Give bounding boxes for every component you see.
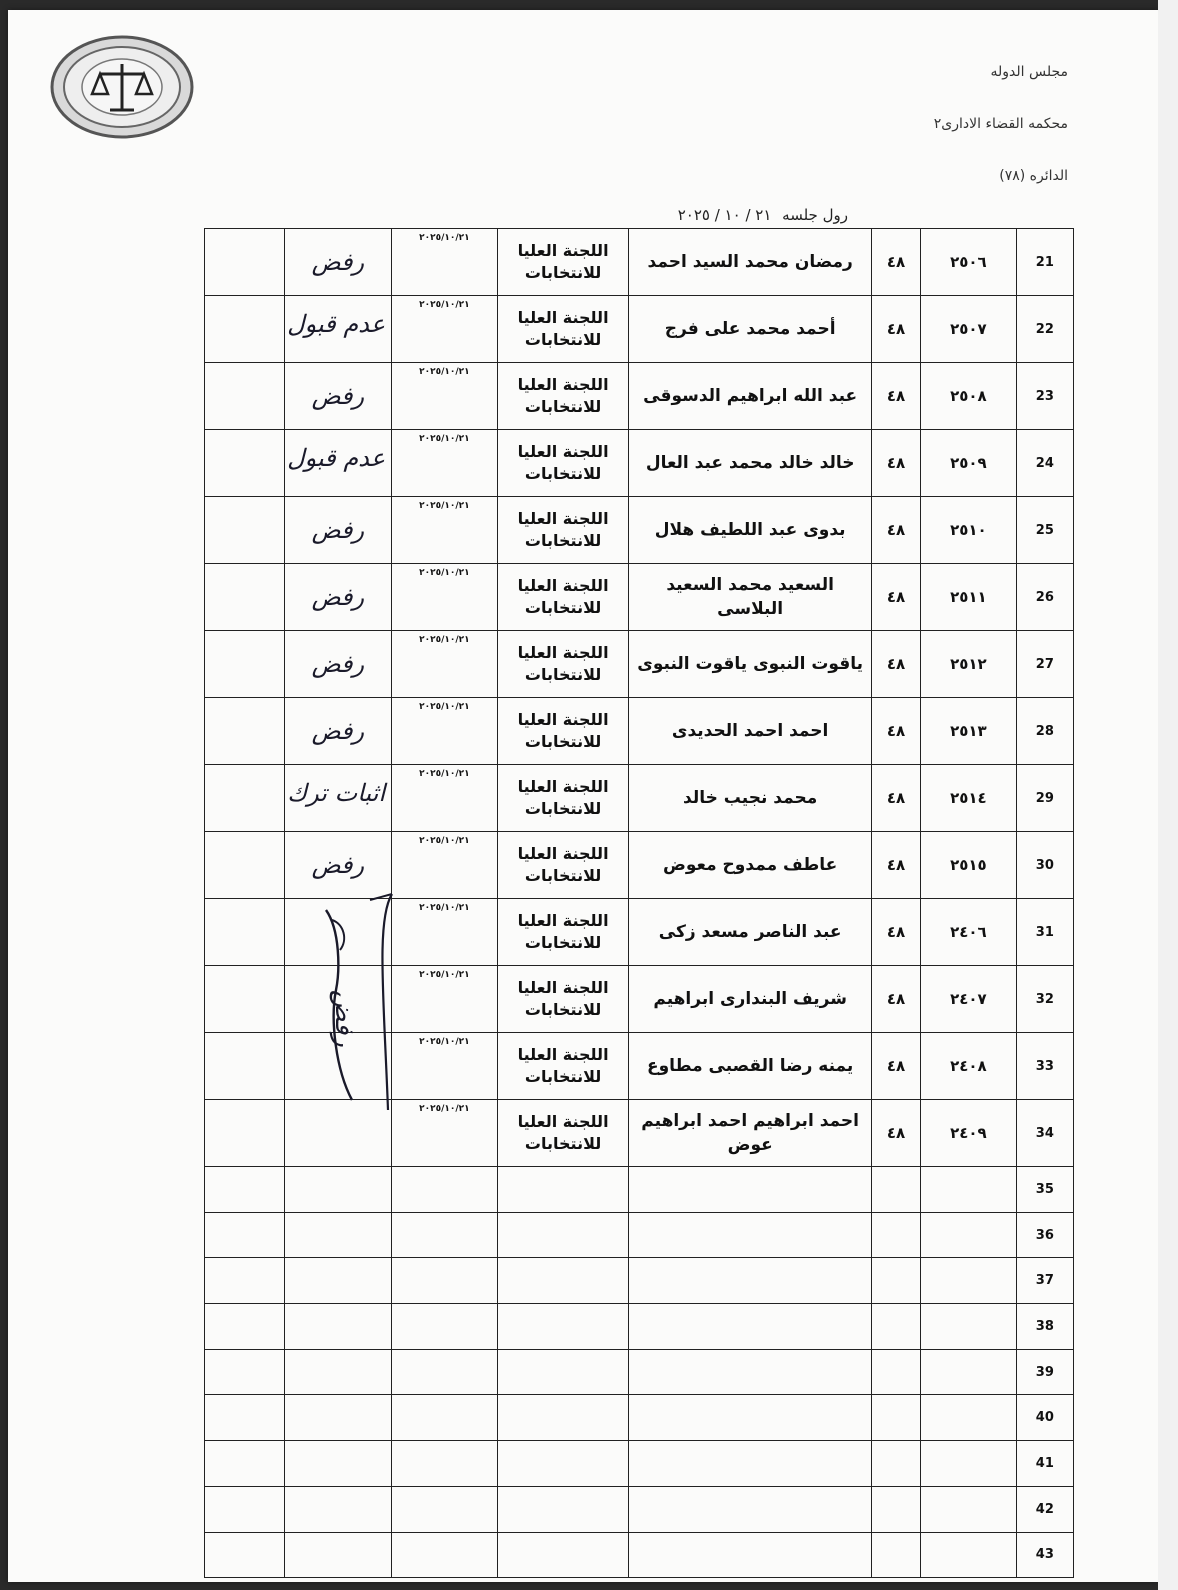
- party-name: [629, 1395, 871, 1441]
- notes-cell: [205, 1395, 285, 1441]
- respondent: اللجنة العليا للانتخابات: [497, 363, 629, 430]
- row-number: 41: [1016, 1441, 1073, 1487]
- handwritten-decision: رفض: [311, 650, 365, 678]
- party-name: [629, 1212, 871, 1258]
- handwritten-decision: رفض: [311, 516, 365, 544]
- handwritten-decision: اثبات ترك: [287, 779, 386, 807]
- table-row-empty: [205, 1258, 1074, 1304]
- decision-cell: [284, 698, 392, 765]
- case-number: ٢٥١١: [921, 564, 1017, 631]
- decision-cell: [284, 1304, 392, 1350]
- session-date-cell: ٢٠٢٥/١٠/٢١: [392, 430, 498, 497]
- session-date-cell: [392, 1532, 498, 1578]
- respondent: [497, 1258, 629, 1304]
- respondent: [497, 1532, 629, 1578]
- decision-cell: [284, 1532, 392, 1578]
- case-year: [871, 1304, 920, 1350]
- case-number: ٢٥٠٩: [921, 430, 1017, 497]
- case-number: ٢٤٠٩: [921, 1100, 1017, 1167]
- session-date-cell: [392, 1486, 498, 1532]
- notes-cell: [205, 1441, 285, 1487]
- case-year: ٤٨: [871, 899, 920, 966]
- respondent: اللجنة العليا للانتخابات: [497, 1033, 629, 1100]
- decision-cell: [284, 1349, 392, 1395]
- session-date-cell: ٢٠٢٥/١٠/٢١: [392, 899, 498, 966]
- party-name: [629, 1349, 871, 1395]
- case-number: ٢٥١٢: [921, 631, 1017, 698]
- session-date-cell: [392, 1304, 498, 1350]
- respondent: اللجنة العليا للانتخابات: [497, 765, 629, 832]
- handwritten-decision: رفض: [311, 382, 365, 410]
- case-number: ٢٥١٠: [921, 497, 1017, 564]
- case-year: ٤٨: [871, 564, 920, 631]
- row-number: 24: [1016, 430, 1073, 497]
- respondent: اللجنة العليا للانتخابات: [497, 1100, 629, 1167]
- notes-cell: [205, 296, 285, 363]
- table-row-empty: [205, 1304, 1074, 1350]
- session-date-cell: ٢٠٢٥/١٠/٢١: [392, 1100, 498, 1167]
- handwritten-decision: رفض: [311, 248, 365, 276]
- case-number: [921, 1486, 1017, 1532]
- case-year: ٤٨: [871, 296, 920, 363]
- decision-cell: [284, 1486, 392, 1532]
- case-number: ٢٥١٥: [921, 832, 1017, 899]
- row-number: 30: [1016, 832, 1073, 899]
- table-row-empty: [205, 1441, 1074, 1487]
- party-name: احمد ابراهيم احمد ابراهيم عوض: [629, 1100, 871, 1167]
- party-name: السعيد محمد السعيد البلاسى: [629, 564, 871, 631]
- case-year: [871, 1167, 920, 1213]
- case-number: [921, 1532, 1017, 1578]
- table-row: [205, 363, 1074, 430]
- table-row: [205, 229, 1074, 296]
- case-number: ٢٥٠٧: [921, 296, 1017, 363]
- case-year: [871, 1532, 920, 1578]
- decision-cell: [284, 363, 392, 430]
- handwritten-decision: عدم قبول: [287, 444, 386, 472]
- party-name: عاطف ممدوح معوض: [629, 832, 871, 899]
- page-edge: [1158, 0, 1178, 1590]
- case-number: [921, 1304, 1017, 1350]
- notes-cell: [205, 1167, 285, 1213]
- session-date-cell: ٢٠٢٥/١٠/٢١: [392, 363, 498, 430]
- row-number: 28: [1016, 698, 1073, 765]
- case-year: [871, 1441, 920, 1487]
- row-number: 35: [1016, 1167, 1073, 1213]
- notes-cell: [205, 1349, 285, 1395]
- notes-cell: [205, 229, 285, 296]
- party-name: أحمد محمد على فرج: [629, 296, 871, 363]
- session-date-cell: [392, 1395, 498, 1441]
- respondent: [497, 1167, 629, 1213]
- respondent: اللجنة العليا للانتخابات: [497, 899, 629, 966]
- notes-cell: [205, 1486, 285, 1532]
- table-row-empty: [205, 1395, 1074, 1441]
- notes-cell: [205, 564, 285, 631]
- party-name: [629, 1258, 871, 1304]
- row-number: 23: [1016, 363, 1073, 430]
- case-year: ٤٨: [871, 698, 920, 765]
- respondent: [497, 1395, 629, 1441]
- respondent: اللجنة العليا للانتخابات: [497, 229, 629, 296]
- case-number: ٢٤٠٧: [921, 966, 1017, 1033]
- party-name: محمد نجيب خالد: [629, 765, 871, 832]
- case-year: [871, 1486, 920, 1532]
- table-row: [205, 497, 1074, 564]
- table-row: [205, 698, 1074, 765]
- decision-cell: [284, 1167, 392, 1213]
- notes-cell: [205, 966, 285, 1033]
- table-row: [205, 564, 1074, 631]
- row-number: 33: [1016, 1033, 1073, 1100]
- handwritten-decision: عدم قبول: [287, 310, 386, 338]
- party-name: [629, 1304, 871, 1350]
- case-number: ٢٤٠٨: [921, 1033, 1017, 1100]
- party-name: [629, 1167, 871, 1213]
- council-of-state-seal: [48, 32, 196, 142]
- session-date-cell: [392, 1349, 498, 1395]
- session-date-cell: ٢٠٢٥/١٠/٢١: [392, 296, 498, 363]
- session-date-cell: [392, 1258, 498, 1304]
- row-number: 42: [1016, 1486, 1073, 1532]
- handwritten-decision: رفض: [311, 717, 365, 745]
- case-number: [921, 1441, 1017, 1487]
- party-name: [629, 1441, 871, 1487]
- decision-cell: [284, 1441, 392, 1487]
- session-date-cell: ٢٠٢٥/١٠/٢١: [392, 832, 498, 899]
- case-number: ٢٥١٤: [921, 765, 1017, 832]
- row-number: 36: [1016, 1212, 1073, 1258]
- respondent: اللجنة العليا للانتخابات: [497, 296, 629, 363]
- case-year: ٤٨: [871, 497, 920, 564]
- session-date-cell: ٢٠٢٥/١٠/٢١: [392, 229, 498, 296]
- session-date-cell: ٢٠٢٥/١٠/٢١: [392, 765, 498, 832]
- case-year: [871, 1349, 920, 1395]
- session-date-cell: [392, 1212, 498, 1258]
- notes-cell: [205, 1100, 285, 1167]
- case-number: ٢٤٠٦: [921, 899, 1017, 966]
- decision-cell: [284, 497, 392, 564]
- party-name: رمضان محمد السيد احمد: [629, 229, 871, 296]
- respondent: [497, 1441, 629, 1487]
- case-year: ٤٨: [871, 966, 920, 1033]
- table-row: [205, 430, 1074, 497]
- header-court: محكمه القضاء الادارى٢: [933, 116, 1068, 132]
- session-date-cell: ٢٠٢٥/١٠/٢١: [392, 1033, 498, 1100]
- respondent: اللجنة العليا للانتخابات: [497, 832, 629, 899]
- notes-cell: [205, 631, 285, 698]
- session-date: ٢١ / ١٠ / ٢٠٢٥: [677, 206, 772, 224]
- party-name: شريف البندارى ابراهيم: [629, 966, 871, 1033]
- respondent: [497, 1304, 629, 1350]
- decision-cell: [284, 765, 392, 832]
- case-year: [871, 1212, 920, 1258]
- case-year: ٤٨: [871, 765, 920, 832]
- notes-cell: [205, 1532, 285, 1578]
- notes-cell: [205, 832, 285, 899]
- party-name: يمنه رضا القصبى مطاوع: [629, 1033, 871, 1100]
- decision-cell: [284, 430, 392, 497]
- case-number: ٢٥٠٨: [921, 363, 1017, 430]
- table-row: [205, 631, 1074, 698]
- row-number: 27: [1016, 631, 1073, 698]
- handwritten-decision: رفض: [311, 583, 365, 611]
- session-label: رول جلسه: [782, 206, 848, 224]
- party-name: احمد احمد الحديدى: [629, 698, 871, 765]
- header-council: مجلس الدوله: [990, 64, 1068, 80]
- party-name: [629, 1486, 871, 1532]
- respondent: [497, 1212, 629, 1258]
- decision-cell: [284, 1258, 392, 1304]
- row-number: 21: [1016, 229, 1073, 296]
- notes-cell: [205, 497, 285, 564]
- decision-cell: [284, 229, 392, 296]
- case-year: ٤٨: [871, 363, 920, 430]
- session-date-cell: [392, 1441, 498, 1487]
- table-row-empty: [205, 1486, 1074, 1532]
- notes-cell: [205, 1033, 285, 1100]
- header-circuit: الدائره (٧٨): [999, 168, 1068, 184]
- table-row-empty: [205, 1349, 1074, 1395]
- case-year: ٤٨: [871, 1100, 920, 1167]
- grouped-decision-text: رفض: [329, 990, 359, 1047]
- row-number: 26: [1016, 564, 1073, 631]
- case-year: ٤٨: [871, 631, 920, 698]
- session-date-cell: ٢٠٢٥/١٠/٢١: [392, 564, 498, 631]
- row-number: 38: [1016, 1304, 1073, 1350]
- decision-cell: [284, 1395, 392, 1441]
- party-name: ياقوت النبوى ياقوت النبوى: [629, 631, 871, 698]
- table-row-empty: [205, 1532, 1074, 1578]
- notes-cell: [205, 899, 285, 966]
- notes-cell: [205, 1212, 285, 1258]
- table-row-empty: [205, 1167, 1074, 1213]
- table-row-empty: [205, 1212, 1074, 1258]
- case-year: ٤٨: [871, 430, 920, 497]
- table-row: [205, 765, 1074, 832]
- session-date-cell: ٢٠٢٥/١٠/٢١: [392, 631, 498, 698]
- case-number: [921, 1212, 1017, 1258]
- grouped-decision-handwriting: [296, 880, 406, 1120]
- notes-cell: [205, 1304, 285, 1350]
- handwritten-decision: رفض: [311, 851, 365, 879]
- respondent: اللجنة العليا للانتخابات: [497, 698, 629, 765]
- row-number: 40: [1016, 1395, 1073, 1441]
- row-number: 37: [1016, 1258, 1073, 1304]
- table-row: [205, 296, 1074, 363]
- case-number: [921, 1258, 1017, 1304]
- row-number: 31: [1016, 899, 1073, 966]
- respondent: اللجنة العليا للانتخابات: [497, 430, 629, 497]
- respondent: اللجنة العليا للانتخابات: [497, 564, 629, 631]
- session-date-cell: ٢٠٢٥/١٠/٢١: [392, 497, 498, 564]
- row-number: 39: [1016, 1349, 1073, 1395]
- session-line: [608, 206, 848, 224]
- row-number: 43: [1016, 1532, 1073, 1578]
- case-year: ٤٨: [871, 229, 920, 296]
- row-number: 29: [1016, 765, 1073, 832]
- decision-cell: [284, 296, 392, 363]
- session-date-cell: [392, 1167, 498, 1213]
- case-year: [871, 1258, 920, 1304]
- decision-cell: [284, 1212, 392, 1258]
- party-name: [629, 1532, 871, 1578]
- party-name: بدوى عبد اللطيف هلال: [629, 497, 871, 564]
- notes-cell: [205, 765, 285, 832]
- notes-cell: [205, 430, 285, 497]
- respondent: [497, 1486, 629, 1532]
- respondent: اللجنة العليا للانتخابات: [497, 497, 629, 564]
- notes-cell: [205, 698, 285, 765]
- case-year: ٤٨: [871, 832, 920, 899]
- party-name: عبد الله ابراهيم الدسوقى: [629, 363, 871, 430]
- row-number: 32: [1016, 966, 1073, 1033]
- party-name: خالد خالد محمد عبد العال: [629, 430, 871, 497]
- case-number: [921, 1349, 1017, 1395]
- row-number: 34: [1016, 1100, 1073, 1167]
- case-number: ٢٥١٣: [921, 698, 1017, 765]
- case-year: ٤٨: [871, 1033, 920, 1100]
- decision-cell: [284, 564, 392, 631]
- case-number: ٢٥٠٦: [921, 229, 1017, 296]
- session-date-cell: ٢٠٢٥/١٠/٢١: [392, 966, 498, 1033]
- respondent: اللجنة العليا للانتخابات: [497, 966, 629, 1033]
- row-number: 22: [1016, 296, 1073, 363]
- session-date-cell: ٢٠٢٥/١٠/٢١: [392, 698, 498, 765]
- respondent: اللجنة العليا للانتخابات: [497, 631, 629, 698]
- notes-cell: [205, 1258, 285, 1304]
- case-number: [921, 1395, 1017, 1441]
- party-name: عبد الناصر مسعد زكى: [629, 899, 871, 966]
- decision-cell: [284, 631, 392, 698]
- court-header: [934, 46, 1068, 202]
- case-year: [871, 1395, 920, 1441]
- notes-cell: [205, 363, 285, 430]
- case-number: [921, 1167, 1017, 1213]
- respondent: [497, 1349, 629, 1395]
- row-number: 25: [1016, 497, 1073, 564]
